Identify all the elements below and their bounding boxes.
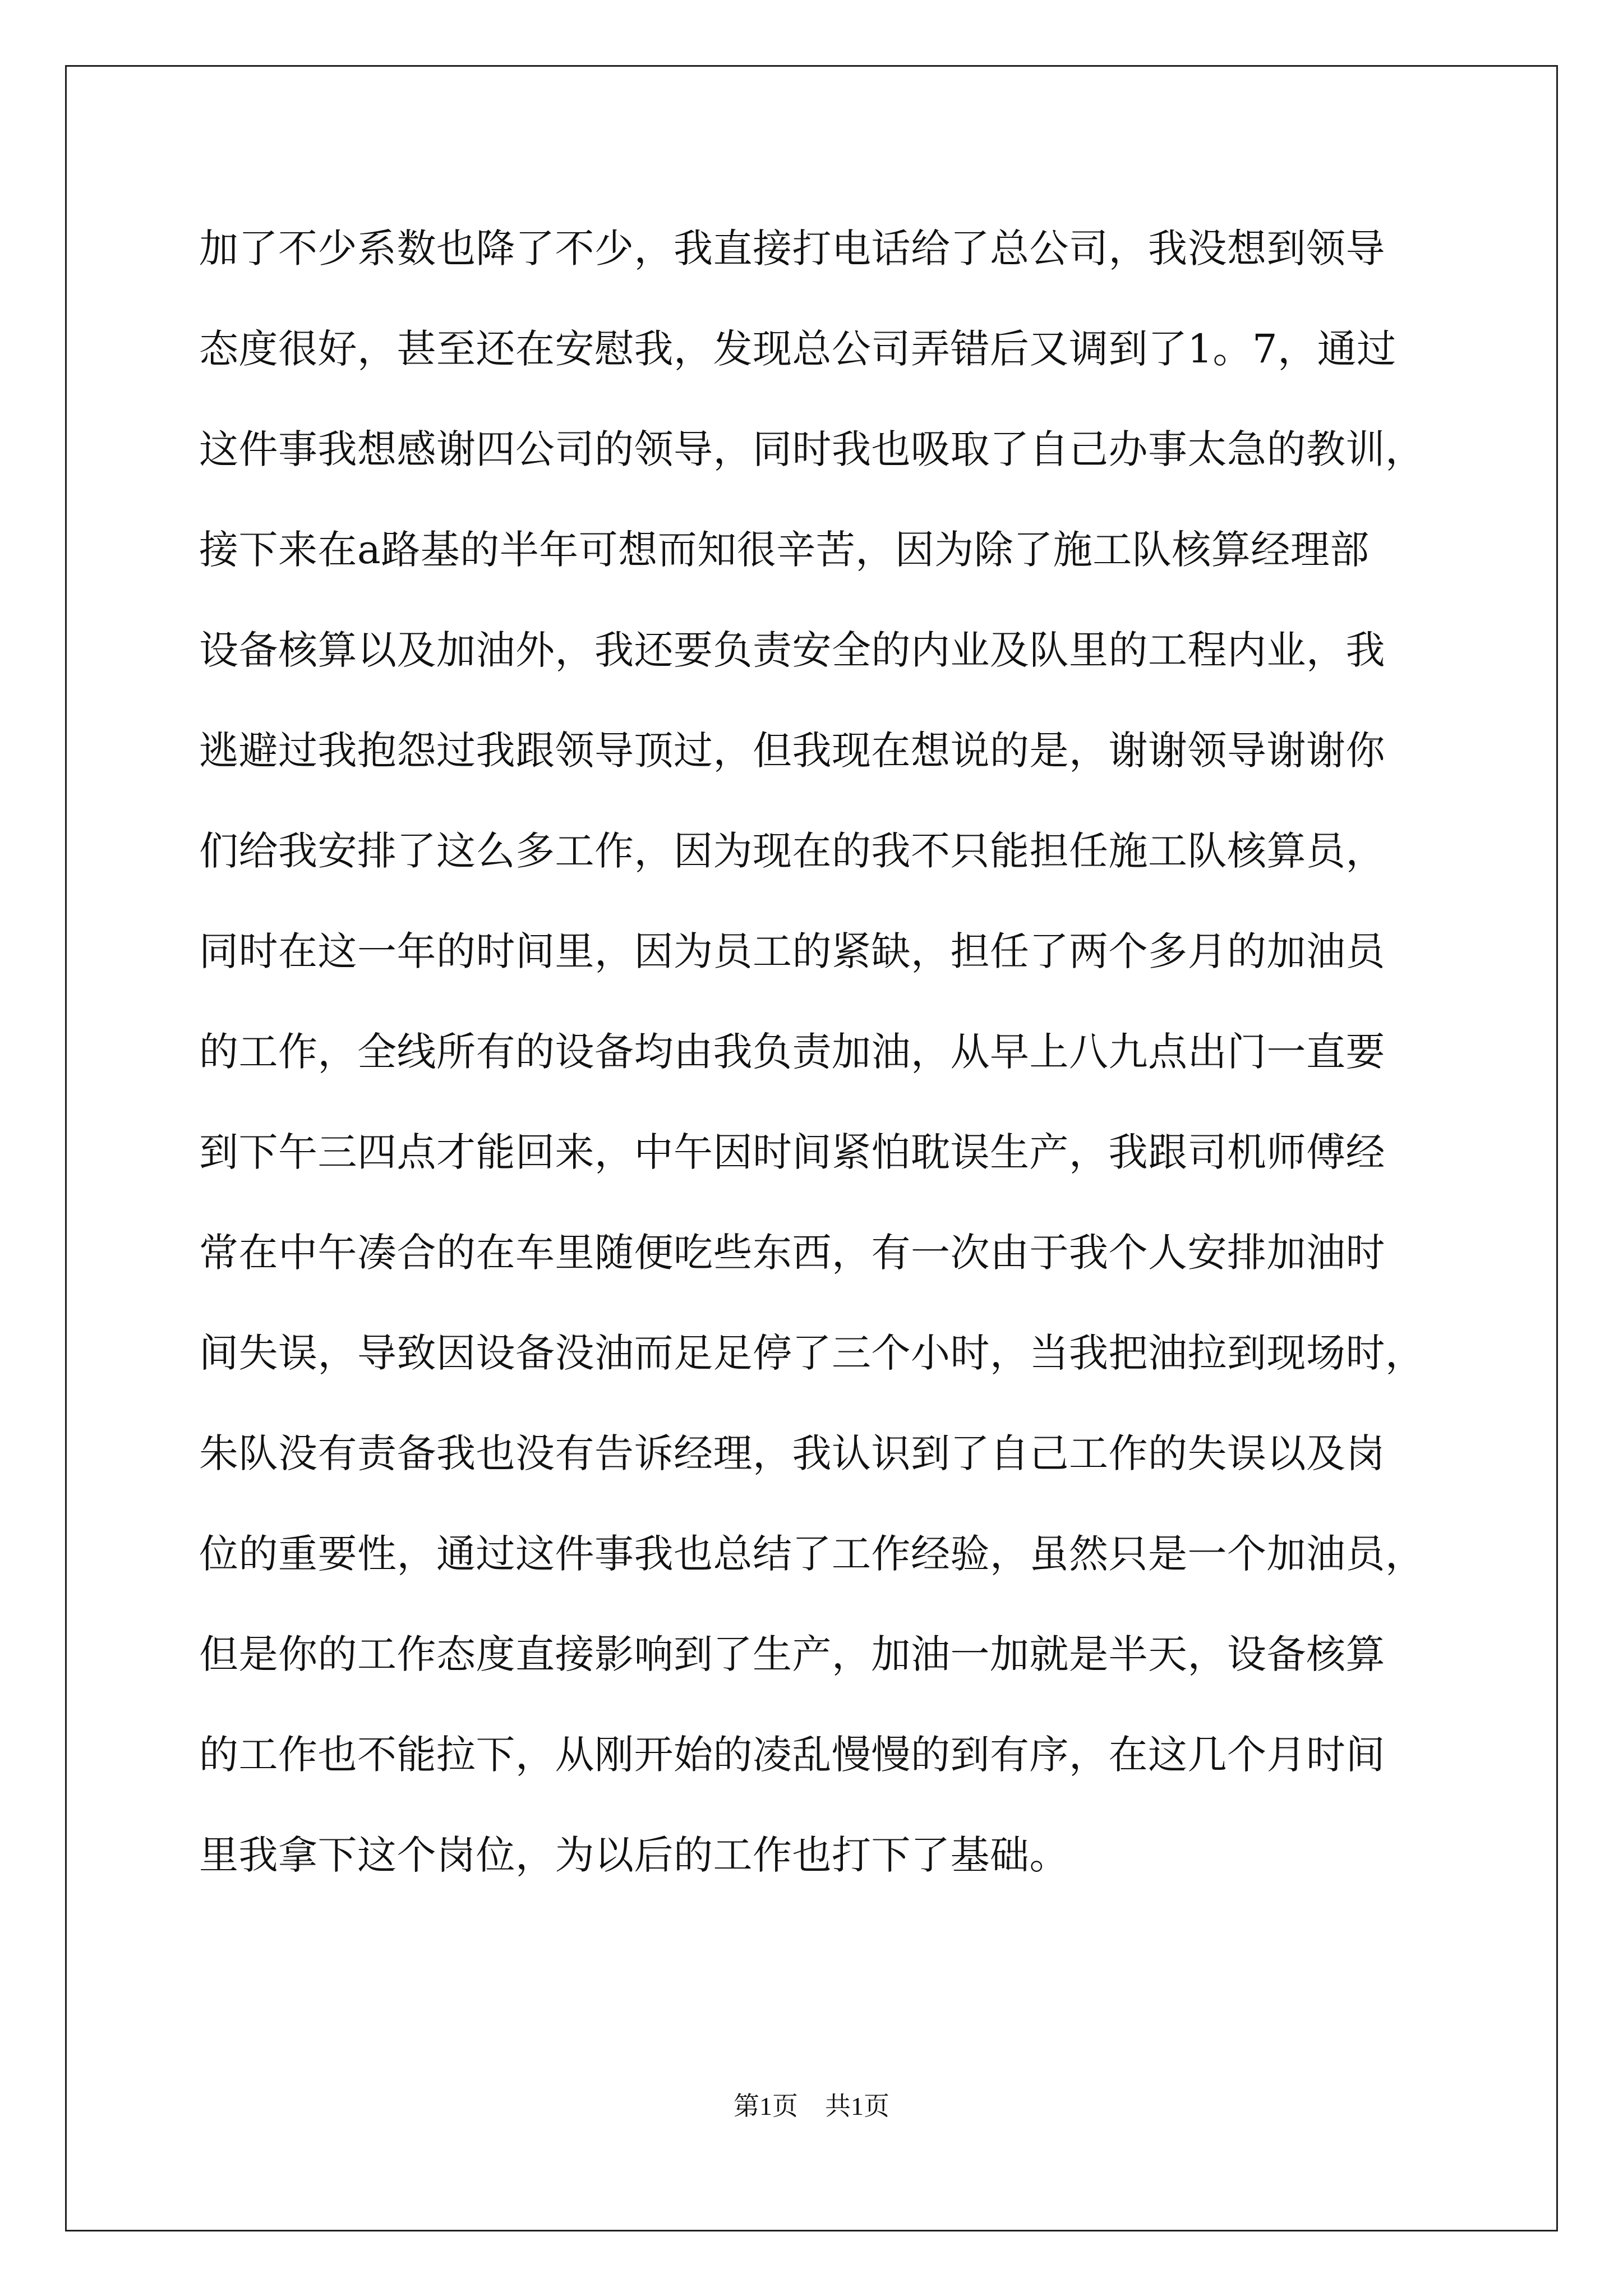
text-line: 接下来在a路基的半年可想而知很辛苦，因为除了施工队核算经理部 [199,527,1370,573]
text-line: 同时在这一年的时间里，因为员工的紧缺，担任了两个多月的加油员 [199,928,1385,974]
text-line: 位的重要性，通过这件事我也总结了工作经验，虽然只是一个加油员， [199,1531,1425,1577]
text-line: 的工作也不能拉下，从刚开始的凌乱慢慢的到有序，在这几个月时间 [199,1732,1385,1778]
text-line: 这件事我想感谢四公司的领导，同时我也吸取了自己办事太急的教训， [199,426,1425,472]
text-line: 但是你的工作态度直接影响到了生产，加油一加就是半天，设备核算 [199,1631,1385,1677]
text-line: 里我拿下这个岗位，为以后的工作也打下了基础。 [199,1832,1069,1878]
text-line: 间失误，导致因设备没油而足足停了三个小时，当我把油拉到现场时， [199,1330,1425,1376]
text-line: 设备核算以及加油外，我还要负责安全的内业及队里的工程内业，我 [199,627,1385,673]
page-footer [0,2086,1623,2123]
text-line: 常在中午凑合的在车里随便吃些东西，有一次由于我个人安排加油时 [199,1230,1385,1276]
text-line: 态度很好，甚至还在安慰我，发现总公司弄错后又调到了1。7，通过 [199,326,1396,372]
text-line: 加了不少系数也降了不少，我直接打电话给了总公司，我没想到领导 [199,226,1385,272]
page-total: 共1页 [825,2092,889,2120]
text-line: 到下午三四点才能回来，中午因时间紧怕耽误生产，我跟司机师傅经 [199,1129,1385,1175]
page-number: 第1页 [734,2092,798,2120]
text-line: 逃避过我抱怨过我跟领导顶过，但我现在想说的是，谢谢领导谢谢你 [199,728,1385,774]
text-line: 朱队没有责备我也没有告诉经理，我认识到了自己工作的失误以及岗 [199,1430,1385,1476]
document-body [199,218,1461,1925]
text-line: 们给我安排了这么多工作，因为现在的我不只能担任施工队核算员， [199,828,1385,874]
text-line: 的工作，全线所有的设备均由我负责加油，从早上八九点出门一直要 [199,1029,1385,1075]
